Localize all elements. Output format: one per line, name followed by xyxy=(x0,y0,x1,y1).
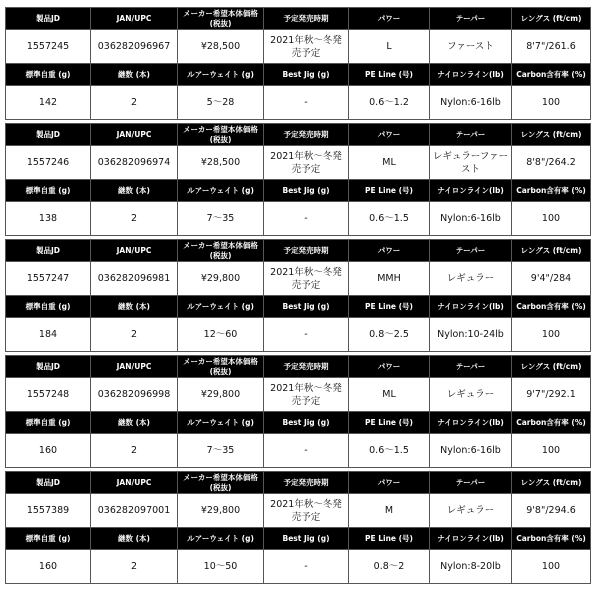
weight: 160 xyxy=(6,434,91,468)
header-pieces: 継数 (本) xyxy=(91,296,178,318)
header-weight: 標準自重 (g) xyxy=(6,180,91,202)
price: ¥28,500 xyxy=(178,146,264,180)
header-power: パワー xyxy=(349,8,430,30)
value-row-bottom xyxy=(6,318,591,352)
carbon-content: 100 xyxy=(512,318,591,352)
product-spec-table xyxy=(5,471,591,584)
header-jan-upc: JAN/UPC xyxy=(91,472,178,494)
weight: 184 xyxy=(6,318,91,352)
value-row-top xyxy=(6,262,591,296)
header-product-id: 製品JD xyxy=(6,472,91,494)
best-jig: - xyxy=(264,550,349,584)
header-row-bottom xyxy=(6,412,591,434)
best-jig: - xyxy=(264,434,349,468)
header-taper: テーパー xyxy=(430,8,512,30)
price: ¥28,500 xyxy=(178,30,264,64)
header-nylon-line: ナイロンライン(lb) xyxy=(430,412,512,434)
weight: 142 xyxy=(6,86,91,120)
nylon-line: Nylon:6-16lb xyxy=(430,202,512,236)
pe-line: 0.8〜2 xyxy=(349,550,430,584)
header-weight: 標準自重 (g) xyxy=(6,412,91,434)
product-spec-block xyxy=(5,355,590,468)
header-weight: 標準自重 (g) xyxy=(6,64,91,86)
carbon-content: 100 xyxy=(512,86,591,120)
header-power: パワー xyxy=(349,356,430,378)
header-pe-line: PE Line (号) xyxy=(349,180,430,202)
weight: 138 xyxy=(6,202,91,236)
nylon-line: Nylon:6-16lb xyxy=(430,434,512,468)
value-row-bottom xyxy=(6,202,591,236)
header-carbon: Carbon含有率 (%) xyxy=(512,412,591,434)
header-row-top xyxy=(6,356,591,378)
power: ML xyxy=(349,378,430,412)
nylon-line: Nylon:8-20lb xyxy=(430,550,512,584)
value-row-top xyxy=(6,494,591,528)
price: ¥29,800 xyxy=(178,494,264,528)
header-best-jig: Best Jig (g) xyxy=(264,64,349,86)
release-date: 2021年秋〜冬発売予定 xyxy=(264,262,349,296)
header-carbon: Carbon含有率 (%) xyxy=(512,296,591,318)
product-spec-block xyxy=(5,123,590,236)
pe-line: 0.6〜1.5 xyxy=(349,434,430,468)
header-carbon: Carbon含有率 (%) xyxy=(512,64,591,86)
product-id: 1557245 xyxy=(6,30,91,64)
header-lure-weight: ルアーウェイト (g) xyxy=(178,412,264,434)
header-nylon-line: ナイロンライン(lb) xyxy=(430,64,512,86)
pe-line: 0.6〜1.5 xyxy=(349,202,430,236)
header-price: メーカー希望本体価格(税抜) xyxy=(178,8,264,30)
value-row-top xyxy=(6,378,591,412)
header-row-bottom xyxy=(6,528,591,550)
header-product-id: 製品JD xyxy=(6,240,91,262)
carbon-content: 100 xyxy=(512,202,591,236)
header-length: レングス (ft/cm) xyxy=(512,124,591,146)
release-date: 2021年秋〜冬発売予定 xyxy=(264,30,349,64)
header-release: 予定発売時期 xyxy=(264,472,349,494)
header-power: パワー xyxy=(349,240,430,262)
header-power: パワー xyxy=(349,472,430,494)
header-best-jig: Best Jig (g) xyxy=(264,180,349,202)
pe-line: 0.8〜2.5 xyxy=(349,318,430,352)
lure-weight: 10〜50 xyxy=(178,550,264,584)
lure-weight: 7〜35 xyxy=(178,434,264,468)
best-jig: - xyxy=(264,318,349,352)
header-nylon-line: ナイロンライン(lb) xyxy=(430,180,512,202)
length: 9'4"/284 xyxy=(512,262,591,296)
header-row-bottom xyxy=(6,296,591,318)
power: L xyxy=(349,30,430,64)
value-row-bottom xyxy=(6,86,591,120)
header-power: パワー xyxy=(349,124,430,146)
taper: レギュラー xyxy=(430,262,512,296)
header-length: レングス (ft/cm) xyxy=(512,356,591,378)
header-pieces: 継数 (本) xyxy=(91,412,178,434)
header-product-id: 製品JD xyxy=(6,124,91,146)
length: 9'7"/292.1 xyxy=(512,378,591,412)
jan-upc: 036282096967 xyxy=(91,30,178,64)
product-spec-block xyxy=(5,239,590,352)
length: 9'8"/294.6 xyxy=(512,494,591,528)
release-date: 2021年秋〜冬発売予定 xyxy=(264,378,349,412)
value-row-top xyxy=(6,30,591,64)
jan-upc: 036282096998 xyxy=(91,378,178,412)
header-best-jig: Best Jig (g) xyxy=(264,412,349,434)
header-pe-line: PE Line (号) xyxy=(349,528,430,550)
header-release: 予定発売時期 xyxy=(264,356,349,378)
header-row-top xyxy=(6,472,591,494)
header-release: 予定発売時期 xyxy=(264,124,349,146)
price: ¥29,800 xyxy=(178,262,264,296)
header-pieces: 継数 (本) xyxy=(91,180,178,202)
header-row-bottom xyxy=(6,180,591,202)
header-lure-weight: ルアーウェイト (g) xyxy=(178,64,264,86)
product-spec-table xyxy=(5,123,591,236)
jan-upc: 036282096974 xyxy=(91,146,178,180)
header-nylon-line: ナイロンライン(lb) xyxy=(430,528,512,550)
header-pieces: 継数 (本) xyxy=(91,64,178,86)
power: M xyxy=(349,494,430,528)
taper: レギュラーファースト xyxy=(430,146,512,180)
header-carbon: Carbon含有率 (%) xyxy=(512,180,591,202)
product-id: 1557247 xyxy=(6,262,91,296)
product-spec-table xyxy=(5,355,591,468)
header-price: メーカー希望本体価格(税抜) xyxy=(178,240,264,262)
nylon-line: Nylon:6-16lb xyxy=(430,86,512,120)
header-length: レングス (ft/cm) xyxy=(512,472,591,494)
header-lure-weight: ルアーウェイト (g) xyxy=(178,296,264,318)
release-date: 2021年秋〜冬発売予定 xyxy=(264,494,349,528)
header-weight: 標準自重 (g) xyxy=(6,528,91,550)
value-row-bottom xyxy=(6,434,591,468)
header-taper: テーパー xyxy=(430,240,512,262)
length: 8'8"/264.2 xyxy=(512,146,591,180)
value-row-bottom xyxy=(6,550,591,584)
header-jan-upc: JAN/UPC xyxy=(91,8,178,30)
header-product-id: 製品JD xyxy=(6,8,91,30)
best-jig: - xyxy=(264,86,349,120)
header-jan-upc: JAN/UPC xyxy=(91,240,178,262)
header-release: 予定発売時期 xyxy=(264,240,349,262)
jan-upc: 036282096981 xyxy=(91,262,178,296)
product-id: 1557389 xyxy=(6,494,91,528)
pieces: 2 xyxy=(91,434,178,468)
pe-line: 0.6〜1.2 xyxy=(349,86,430,120)
nylon-line: Nylon:10-24lb xyxy=(430,318,512,352)
product-spec-block xyxy=(5,7,590,120)
release-date: 2021年秋〜冬発売予定 xyxy=(264,146,349,180)
taper: レギュラー xyxy=(430,494,512,528)
header-best-jig: Best Jig (g) xyxy=(264,528,349,550)
header-lure-weight: ルアーウェイト (g) xyxy=(178,180,264,202)
taper: ファースト xyxy=(430,30,512,64)
carbon-content: 100 xyxy=(512,550,591,584)
pieces: 2 xyxy=(91,86,178,120)
lure-weight: 7〜35 xyxy=(178,202,264,236)
header-lure-weight: ルアーウェイト (g) xyxy=(178,528,264,550)
header-pieces: 継数 (本) xyxy=(91,528,178,550)
header-price: メーカー希望本体価格(税抜) xyxy=(178,124,264,146)
header-row-top xyxy=(6,8,591,30)
header-taper: テーパー xyxy=(430,356,512,378)
taper: レギュラー xyxy=(430,378,512,412)
header-jan-upc: JAN/UPC xyxy=(91,356,178,378)
header-price: メーカー希望本体価格(税抜) xyxy=(178,356,264,378)
header-pe-line: PE Line (号) xyxy=(349,296,430,318)
product-id: 1557246 xyxy=(6,146,91,180)
best-jig: - xyxy=(264,202,349,236)
header-taper: テーパー xyxy=(430,472,512,494)
header-price: メーカー希望本体価格(税抜) xyxy=(178,472,264,494)
header-best-jig: Best Jig (g) xyxy=(264,296,349,318)
header-taper: テーパー xyxy=(430,124,512,146)
price: ¥29,800 xyxy=(178,378,264,412)
pieces: 2 xyxy=(91,550,178,584)
header-carbon: Carbon含有率 (%) xyxy=(512,528,591,550)
power: MMH xyxy=(349,262,430,296)
carbon-content: 100 xyxy=(512,434,591,468)
value-row-top xyxy=(6,146,591,180)
product-spec-table xyxy=(5,7,591,120)
lure-weight: 12〜60 xyxy=(178,318,264,352)
product-spec-block xyxy=(5,471,590,584)
header-length: レングス (ft/cm) xyxy=(512,8,591,30)
jan-upc: 036282097001 xyxy=(91,494,178,528)
pieces: 2 xyxy=(91,318,178,352)
header-pe-line: PE Line (号) xyxy=(349,64,430,86)
power: ML xyxy=(349,146,430,180)
lure-weight: 5〜28 xyxy=(178,86,264,120)
header-length: レングス (ft/cm) xyxy=(512,240,591,262)
header-weight: 標準自重 (g) xyxy=(6,296,91,318)
weight: 160 xyxy=(6,550,91,584)
product-spec-table xyxy=(5,239,591,352)
header-product-id: 製品JD xyxy=(6,356,91,378)
header-jan-upc: JAN/UPC xyxy=(91,124,178,146)
header-row-bottom xyxy=(6,64,591,86)
pieces: 2 xyxy=(91,202,178,236)
header-pe-line: PE Line (号) xyxy=(349,412,430,434)
length: 8'7"/261.6 xyxy=(512,30,591,64)
product-id: 1557248 xyxy=(6,378,91,412)
header-row-top xyxy=(6,240,591,262)
header-nylon-line: ナイロンライン(lb) xyxy=(430,296,512,318)
header-row-top xyxy=(6,124,591,146)
header-release: 予定発売時期 xyxy=(264,8,349,30)
